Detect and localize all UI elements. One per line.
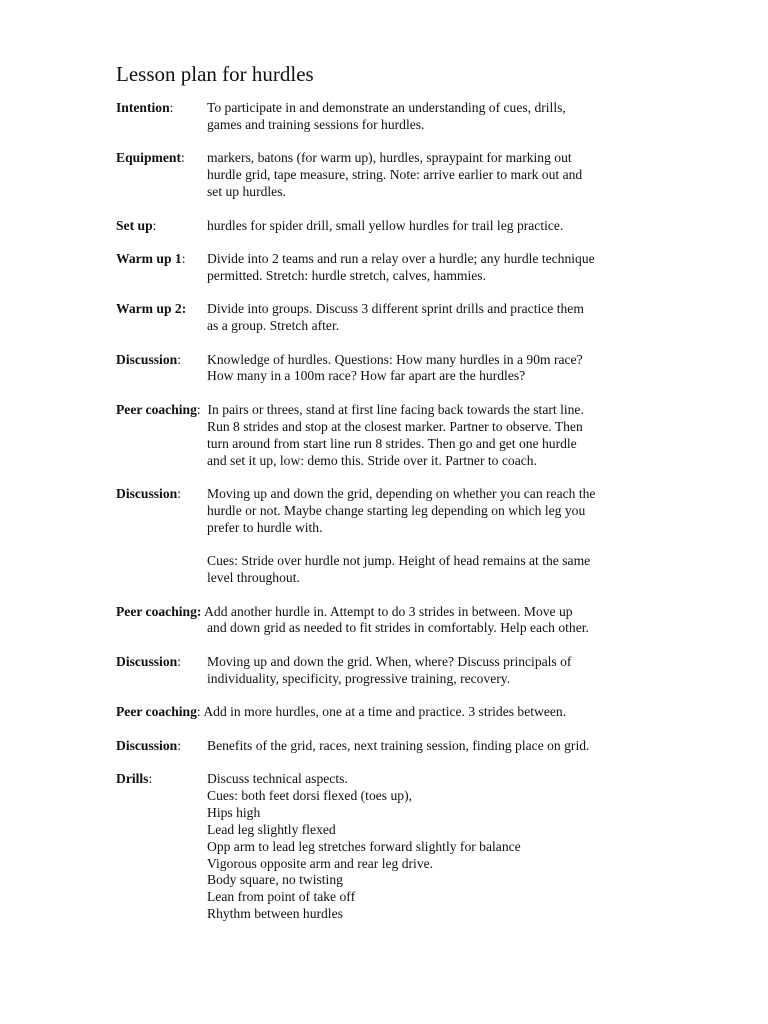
section-body bbox=[207, 654, 756, 688]
section-text-line: Divide into groups. Discuss 3 different sprint drills and practice them bbox=[207, 301, 584, 317]
section-first-line bbox=[116, 704, 756, 721]
section-text-line: markers, batons (for warm up), hurdles, spraypaint for marking out bbox=[207, 150, 572, 166]
section-body bbox=[207, 218, 756, 235]
section-10 bbox=[116, 654, 756, 688]
section-text-line: hurdles for spider drill, small yellow hurdles for trail leg practice. bbox=[207, 217, 564, 233]
section-label-box bbox=[116, 301, 206, 318]
section-12 bbox=[116, 738, 756, 755]
section-label: Discussion bbox=[116, 486, 178, 501]
section-label-box bbox=[116, 100, 206, 117]
section-text-line: Cues: both feet dorsi flexed (toes up), bbox=[207, 787, 412, 803]
section-body bbox=[207, 251, 756, 285]
section-label-suffix: : bbox=[148, 770, 153, 786]
section-label: Peer coaching bbox=[116, 704, 197, 720]
section-body bbox=[207, 738, 756, 755]
section-6 bbox=[116, 352, 756, 386]
section-1 bbox=[116, 100, 756, 134]
section-text-line: as a group. Stretch after. bbox=[207, 318, 340, 334]
section-text-line: To participate in and demonstrate an understanding of cues, drills, bbox=[207, 100, 566, 115]
section-label: Intention bbox=[116, 100, 170, 115]
section-label-box bbox=[116, 486, 206, 503]
section-label-suffix: : bbox=[180, 150, 185, 166]
section-label: Drills bbox=[116, 770, 149, 786]
section-text-line: and set it up, low: demo this. Stride over it. Partner to coach. bbox=[207, 452, 537, 468]
section-3 bbox=[116, 218, 756, 235]
section-text-line: Benefits of the grid, races, next training session, finding place on grid. bbox=[207, 737, 590, 753]
section-text-line: Moving up and down the grid. When, where? Discuss principals of bbox=[207, 653, 572, 669]
section-label: Discussion bbox=[116, 737, 178, 753]
section-7 bbox=[116, 402, 756, 470]
section-label-box bbox=[116, 738, 206, 755]
section-text-line: prefer to hurdle with. bbox=[207, 519, 323, 535]
section-first-line bbox=[116, 604, 756, 621]
section-label: Peer coaching: bbox=[116, 603, 202, 619]
section-text-line: Lean from point of take off bbox=[207, 889, 356, 905]
section-label-suffix: : bbox=[177, 351, 181, 367]
section-13 bbox=[116, 771, 756, 923]
section-text-line: Knowledge of hurdles. Questions: How many hurdles in a 90m race? bbox=[207, 351, 583, 367]
section-text-line: Opp arm to lead leg stretches forward slightly for balance bbox=[207, 838, 521, 854]
section-text-line: Divide into 2 teams and run a relay over a hurdle; any hurdle technique bbox=[207, 250, 595, 266]
section-label-box bbox=[116, 654, 206, 671]
section-body bbox=[207, 352, 756, 386]
section-text-line: Body square, no twisting bbox=[207, 872, 343, 888]
section-label-suffix: : bbox=[177, 486, 181, 501]
section-text-line: hurdle or not. Maybe change starting leg depending on which leg you bbox=[207, 502, 586, 518]
section-body bbox=[207, 100, 756, 134]
section-text-line: Moving up and down the grid, depending on whether you can reach the bbox=[207, 486, 596, 501]
section-text-line: Hips high bbox=[207, 804, 261, 820]
section-body bbox=[207, 150, 756, 201]
section-text-line: Lead leg slightly flexed bbox=[207, 821, 336, 837]
section-first-line bbox=[116, 402, 756, 419]
section-label-suffix: : bbox=[169, 100, 174, 115]
section-label-suffix: : bbox=[196, 704, 201, 720]
section-label: Set up bbox=[116, 217, 153, 233]
section-2 bbox=[116, 150, 756, 201]
section-body bbox=[207, 486, 756, 587]
section-11 bbox=[116, 704, 756, 721]
section-label-suffix: : bbox=[196, 401, 201, 417]
section-label-box bbox=[116, 218, 206, 235]
section-text-line: How many in a 100m race? How far apart are the hurdles? bbox=[207, 368, 526, 384]
section-text-line: games and training sessions for hurdles. bbox=[207, 116, 425, 132]
section-label-suffix: : bbox=[181, 250, 186, 266]
section-5 bbox=[116, 301, 756, 335]
section-body bbox=[207, 771, 756, 923]
section-text-line: permitted. Stretch: hurdle stretch, calves, hammies. bbox=[207, 267, 486, 283]
document bbox=[116, 60, 756, 940]
section-label-suffix: : bbox=[177, 737, 181, 753]
page-title: Lesson plan for hurdles bbox=[116, 62, 314, 86]
section-label-box bbox=[116, 251, 206, 268]
section-text-line: Run 8 strides and stop at the closest marker. Partner to observe. Then bbox=[207, 418, 583, 434]
section-text-line: hurdle grid, tape measure, string. Note: arrive earlier to mark out and bbox=[207, 167, 583, 183]
section-text-line: Cues: Stride over hurdle not jump. Height of head remains at the same bbox=[207, 553, 591, 569]
section-text-line: individuality, specificity, progressive training, recovery. bbox=[207, 670, 511, 686]
section-label-box bbox=[116, 771, 206, 788]
section-label: Warm up 2: bbox=[116, 301, 187, 317]
section-text-line: Discuss technical aspects. bbox=[207, 770, 348, 786]
section-label: Warm up 1 bbox=[116, 250, 182, 266]
section-4 bbox=[116, 251, 756, 285]
section-label-suffix: : bbox=[177, 653, 181, 669]
section-text: Add another hurdle in. Attempt to do 3 strides in between. Move up bbox=[201, 603, 573, 619]
section-text-line: turn around from start line run 8 strides. Then go and get one hurdle bbox=[207, 435, 577, 451]
section-label: Discussion bbox=[116, 351, 178, 367]
section-label: Equipment bbox=[116, 150, 181, 166]
section-9 bbox=[116, 604, 756, 638]
section-text-line: set up hurdles. bbox=[207, 184, 286, 200]
section-text-line: Rhythm between hurdles bbox=[207, 906, 343, 922]
section-label-suffix: : bbox=[152, 217, 157, 233]
section-text-line: level throughout. bbox=[207, 570, 300, 586]
section-label: Discussion bbox=[116, 653, 178, 669]
sections-container bbox=[116, 100, 756, 923]
section-label-box bbox=[116, 352, 206, 369]
section-text-line: Vigorous opposite arm and rear leg drive. bbox=[207, 855, 434, 871]
section-label-box bbox=[116, 150, 206, 167]
section-text-line: and down grid as needed to fit strides in comfortably. Help each other. bbox=[207, 620, 589, 636]
section-body bbox=[207, 301, 756, 335]
section-text: In pairs or threes, stand at first line facing back towards the start line. bbox=[200, 401, 584, 417]
paragraph-gap bbox=[207, 537, 756, 554]
section-label: Peer coaching bbox=[116, 401, 197, 417]
section-text: Add in more hurdles, one at a time and practice. 3 strides between. bbox=[200, 704, 567, 720]
section-8 bbox=[116, 486, 756, 587]
